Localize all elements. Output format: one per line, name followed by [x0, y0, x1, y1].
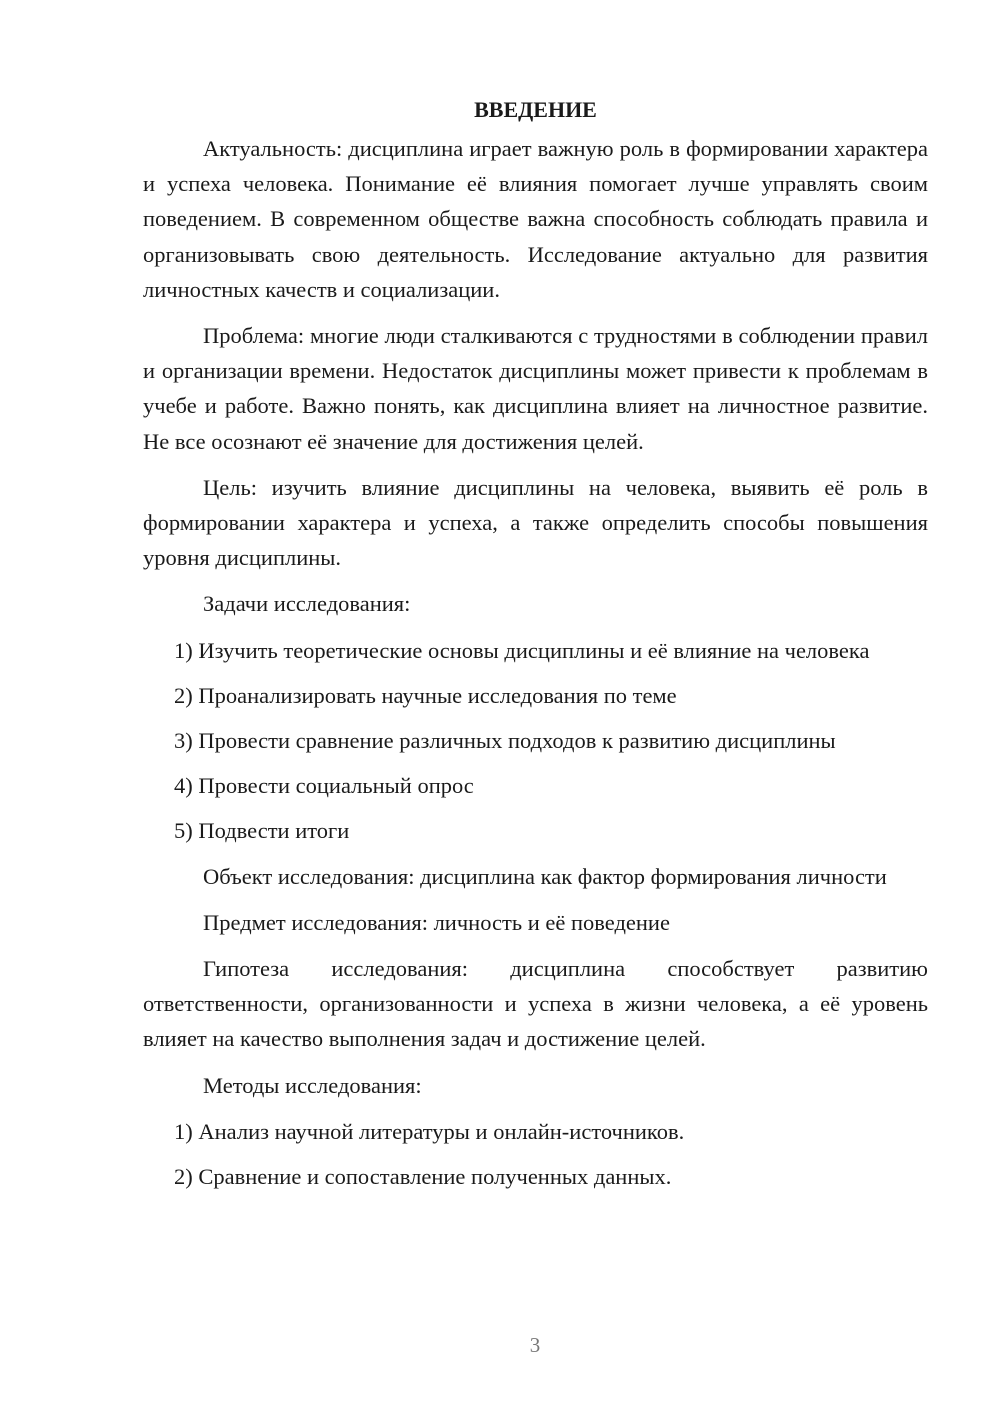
page-number: 3: [529, 1333, 541, 1357]
subject-paragraph: Предмет исследования: личность и её поведение: [203, 909, 670, 935]
task-item-1: 1) Изучить теоретические основы дисциплины и её влияние на человека: [174, 637, 870, 663]
relevance-paragraph: Актуальность: дисциплина играет важную роль в формировании характера и успеха человека. Понимание её влияния помогает лучше управлять своим поведением. В современном обществе важна способность соблюдать правила и организовывать свою деятельность. Исследование актуально для развития личностных качеств и социализации.: [143, 136, 928, 302]
method-item-2: 2) Сравнение и сопоставление полученных данных.: [174, 1164, 672, 1190]
problem-paragraph: Проблема: многие люди сталкиваются с трудностями в соблюдении правил и организации времени. Недостаток дисциплины может привести к проблемам в учебе и работе. Важно понять, как дисциплина влияет на личностное развитие. Не все осознают её значение для достижения целей.: [143, 323, 928, 454]
task-item-5: 5) Подвести итоги: [174, 818, 350, 844]
hypothesis-paragraph: Гипотеза исследования: дисциплина способствует развитию ответственности, организованности и успеха в жизни человека, а её уровень влияет на качество выполнения задач и достижение целей.: [143, 956, 928, 1052]
methods-heading: Методы исследования:: [203, 1072, 422, 1098]
document-title: ВВЕДЕНИЕ: [474, 97, 597, 122]
task-item-4: 4) Провести социальный опрос: [174, 773, 474, 799]
task-item-3: 3) Провести сравнение различных подходов к развитию дисциплины: [174, 728, 836, 754]
object-paragraph: Объект исследования: дисциплина как фактор формирования личности: [203, 863, 887, 889]
task-item-2: 2) Проанализировать научные исследования по теме: [174, 682, 677, 708]
goal-paragraph: Цель: изучить влияние дисциплины на человека, выявить её роль в формировании характера и успеха, а также определить способы повышения уровня дисциплины.: [143, 474, 928, 571]
tasks-heading: Задачи исследования:: [203, 591, 411, 617]
method-item-1: 1) Анализ научной литературы и онлайн-источников.: [174, 1118, 685, 1144]
document-body: [143, 92, 928, 1204]
